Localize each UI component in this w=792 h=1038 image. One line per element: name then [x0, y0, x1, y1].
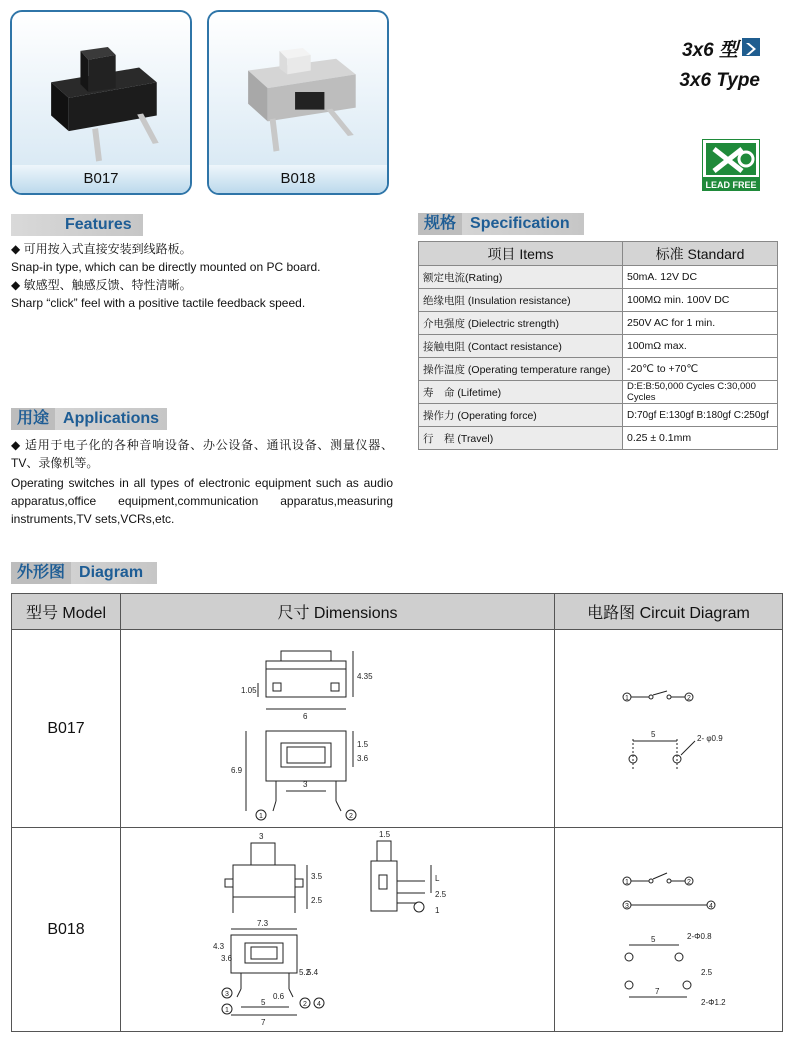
diagram-col-circuit: 电路图 Circuit Diagram [555, 594, 783, 630]
b018-dimension-drawing [121, 829, 553, 1031]
spec-header-row [419, 242, 778, 266]
spec-item: 操作温度 (Operating temperature range) [419, 358, 623, 381]
dim-label: 2- φ0.9 [697, 733, 723, 743]
title-block [679, 36, 760, 96]
features-line: ◆ 敏感型、触感反馈、特性清晰。 [11, 278, 192, 292]
diagram-col-dimensions: 尺寸 Dimensions [121, 594, 555, 630]
dim-label: 2-Φ1.2 [701, 997, 726, 1007]
lead-free-icon [702, 139, 760, 191]
dim-label: 4.35 [357, 671, 373, 681]
spec-value: D:E:B:50,000 Cycles C:30,000 Cycles [623, 381, 778, 404]
dim-label: 2-Φ0.8 [687, 931, 712, 941]
dim-label: 3.5 [311, 871, 323, 881]
b018-circuit-drawing [555, 829, 781, 1031]
features-text [11, 240, 401, 312]
table-row [419, 404, 778, 427]
b017-circuit-cell [555, 630, 783, 828]
diagram-heading [11, 562, 157, 584]
pin-label: 1 [625, 694, 629, 702]
dim-label: 1.05 [241, 685, 257, 695]
spec-item: 额定电流(Rating) [419, 266, 623, 289]
spec-item: 接触电阻 (Contact resistance) [419, 335, 623, 358]
table-row [419, 427, 778, 450]
spec-value: D:70gf E:130gf B:180gf C:250gf [623, 404, 778, 427]
lead-free-label: LEAD FREE [705, 180, 757, 190]
table-row [419, 266, 778, 289]
arrow-icon [742, 38, 760, 56]
dim-label: 5 [261, 997, 266, 1007]
pin-label: 4 [317, 1000, 321, 1008]
dim-label: 2.5 [311, 895, 323, 905]
diagram-heading-en: Diagram [79, 564, 144, 581]
specification-heading-en: Specification [470, 215, 570, 232]
pin-label: 2 [687, 878, 691, 886]
dim-label: 4.3 [213, 941, 225, 951]
dim-label: 0.6 [273, 991, 285, 1001]
diagram-header-row [12, 594, 783, 630]
applications-heading [11, 408, 167, 430]
dim-label: 3 [259, 831, 264, 841]
applications-text [11, 436, 393, 528]
pin-label: 4 [709, 902, 713, 910]
dim-label: 1.5 [357, 739, 369, 749]
b017-photo [12, 12, 190, 172]
table-row [419, 358, 778, 381]
table-row [12, 828, 783, 1032]
diagram-model-b017: B017 [12, 630, 121, 828]
dim-label: 5 [651, 729, 656, 739]
features-heading [11, 214, 143, 236]
applications-heading-en: Applications [63, 410, 160, 427]
spec-item: 寿 命 (Lifetime) [419, 381, 623, 404]
spec-value: 100MΩ min. 100V DC [623, 289, 778, 312]
diagram-model-b018: B018 [12, 828, 121, 1032]
dim-label: 3 [303, 779, 308, 789]
spec-item: 行 程 (Travel) [419, 427, 623, 450]
table-row [12, 630, 783, 828]
spec-value: 100mΩ max. [623, 335, 778, 358]
spec-value: 250V AC for 1 min. [623, 312, 778, 335]
dim-label: 5.4 [307, 967, 319, 977]
specification-table [418, 241, 778, 450]
dim-label: 7 [261, 1017, 266, 1027]
pin-label: 1 [259, 812, 263, 820]
applications-line: ◆ 适用于电子化的各种音响设备、办公设备、通讯设备、测量仪器、TV、录像机等。 [11, 438, 393, 470]
features-line: Sharp “click” feel with a positive tactile feedback speed. [11, 296, 306, 310]
dim-label: L [435, 873, 440, 883]
dim-label: 5.2 [299, 967, 311, 977]
table-row [419, 381, 778, 404]
b018-dimensions-cell [121, 828, 555, 1032]
diagram-col-model: 型号 Model [12, 594, 121, 630]
spec-item: 绝缘电阻 (Insulation resistance) [419, 289, 623, 312]
features-line: ◆ 可用按入式直接安装到线路板。 [11, 242, 192, 256]
features-line: Snap-in type, which can be directly mounted on PC board. [11, 260, 321, 274]
spec-col-standard: 标准 Standard [623, 242, 778, 266]
dim-label: 6 [303, 711, 308, 721]
product-card-b018 [207, 10, 389, 195]
features-heading-en: Features [65, 216, 132, 233]
diagram-heading-zh: 外形图 [11, 562, 71, 584]
applications-heading-zh: 用途 [11, 408, 55, 430]
pin-label: 3 [225, 990, 229, 998]
dim-label: 2.5 [701, 967, 713, 977]
b018-photo [209, 12, 387, 172]
spec-item: 介电强度 (Dielectric strength) [419, 312, 623, 335]
specification-heading-zh: 规格 [418, 213, 462, 235]
table-row [419, 289, 778, 312]
spec-value: 0.25 ± 0.1mm [623, 427, 778, 450]
applications-line: Operating switches in all types of electronic equipment such as audio apparatus,office equipment,communication apparatus,measuring instruments,TV sets,VCRs,etc. [11, 476, 393, 526]
table-row [419, 335, 778, 358]
specification-heading [418, 213, 584, 235]
pin-label: 2 [303, 1000, 307, 1008]
dim-label: 5 [651, 934, 656, 944]
b017-circuit-drawing [555, 631, 781, 827]
dim-label: 3.6 [357, 753, 369, 763]
spec-value: 50mA. 12V DC [623, 266, 778, 289]
title-en: 3x6 Type [679, 70, 760, 91]
dim-label: 1 [435, 905, 440, 915]
title-zh: 3x6 型 [679, 36, 760, 66]
b017-dimensions-cell [121, 630, 555, 828]
product-card-b017 [10, 10, 192, 195]
pin-label: 1 [625, 878, 629, 886]
spec-col-items: 项目 Items [419, 242, 623, 266]
dim-label: 1.5 [379, 829, 391, 839]
dim-label: 7.3 [257, 918, 269, 928]
b017-dimension-drawing [121, 631, 553, 827]
dim-label: 6.9 [231, 765, 243, 775]
table-row [419, 312, 778, 335]
diagram-table [11, 593, 783, 1032]
dim-label: 2.5 [435, 889, 447, 899]
dim-label: 3.6 [221, 953, 233, 963]
pin-label: 2 [687, 694, 691, 702]
pin-label: 2 [349, 812, 353, 820]
b017-caption: B017 [12, 165, 190, 193]
pin-label: 3 [625, 902, 629, 910]
b018-caption: B018 [209, 165, 387, 193]
b018-circuit-cell [555, 828, 783, 1032]
pin-label: 1 [225, 1006, 229, 1014]
spec-item: 操作力 (Operating force) [419, 404, 623, 427]
spec-value: -20℃ to +70℃ [623, 358, 778, 381]
dim-label: 7 [655, 986, 660, 996]
